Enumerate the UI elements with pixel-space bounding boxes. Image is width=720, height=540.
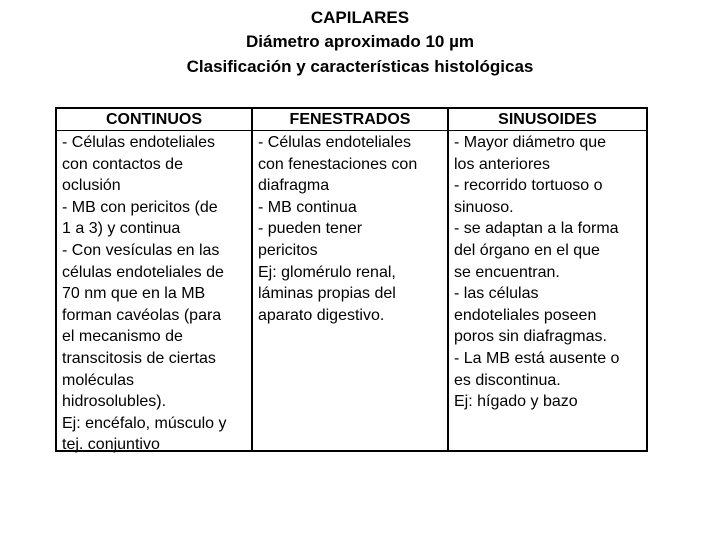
cell-text-line: Ej: encéfalo, músculo y: [62, 414, 227, 432]
page-subtitle: Diámetro aproximado 10 µm: [245, 32, 475, 51]
cell-text-line: diafragma: [258, 177, 330, 195]
cell-text-line: 70 nm que en la MB: [62, 285, 206, 303]
cell-text-line: láminas propias del: [258, 285, 396, 303]
cell-text-line: del órgano en el que: [454, 241, 600, 259]
cell-text-line: endoteliales poseen: [454, 306, 597, 324]
cell-text-line: pericitos: [258, 241, 318, 259]
cell-text-line: - MB continua: [258, 198, 357, 216]
cell-text-line: forman cavéolas (para: [62, 306, 222, 324]
column-body: [57, 131, 251, 456]
cell-text-line: es discontinua.: [454, 371, 561, 389]
cell-text-line: 1 a 3) y continua: [62, 220, 181, 238]
cell-text-line: Ej: hígado y bazo: [454, 393, 578, 411]
classification-table: [55, 107, 648, 452]
column-header: CONTINUOS: [57, 109, 251, 131]
column-header: SINUSOIDES: [449, 109, 646, 131]
table-column-sinusoides: [447, 109, 646, 450]
cell-text-line: - Mayor diámetro que: [454, 134, 607, 151]
cell-text-line: - La MB está ausente o: [454, 349, 620, 367]
cell-text-line: moléculas: [62, 371, 135, 389]
cell-text-line: tej. conjuntivo: [62, 436, 160, 454]
cell-text-line: el mecanismo de: [62, 328, 183, 346]
cell-text-line: - Células endoteliales: [258, 134, 411, 151]
column-body: [253, 131, 447, 326]
cell-text-line: - las células: [454, 285, 539, 303]
cell-text-line: - pueden tener: [258, 220, 363, 238]
cell-text-line: con fenestaciones con: [258, 155, 418, 173]
cell-text-line: sinuoso.: [454, 198, 514, 216]
cell-text-line: hidrosolubles).: [62, 393, 167, 411]
cell-text-line: - se adaptan a la forma: [454, 220, 619, 238]
section-heading: Clasificación y características histológicas: [186, 57, 534, 76]
column-header: FENESTRADOS: [253, 109, 447, 131]
cell-text-line: oclusión: [62, 177, 121, 195]
cell-text-line: - recorrido tortuoso o: [454, 177, 603, 195]
page-title: CAPILARES: [310, 8, 410, 27]
cell-text-line: células endoteliales de: [62, 263, 224, 281]
cell-text-line: - Células endoteliales: [62, 134, 215, 151]
cell-text-line: - MB con pericitos (de: [62, 198, 218, 216]
cell-text-line: se encuentran.: [454, 263, 560, 281]
column-body: [449, 131, 646, 413]
table-column-fenestrados: [251, 109, 447, 450]
cell-text-line: los anteriores: [454, 155, 551, 173]
cell-text-line: aparato digestivo.: [258, 306, 385, 324]
cell-text-line: - Con vesículas en las: [62, 241, 220, 259]
cell-text-line: con contactos de: [62, 155, 183, 173]
cell-text-line: Ej: glomérulo renal,: [258, 263, 396, 281]
cell-text-line: poros sin diafragmas.: [454, 328, 607, 346]
cell-text-line: transcitosis de ciertas: [62, 349, 216, 367]
table-column-continuos: [57, 109, 251, 454]
